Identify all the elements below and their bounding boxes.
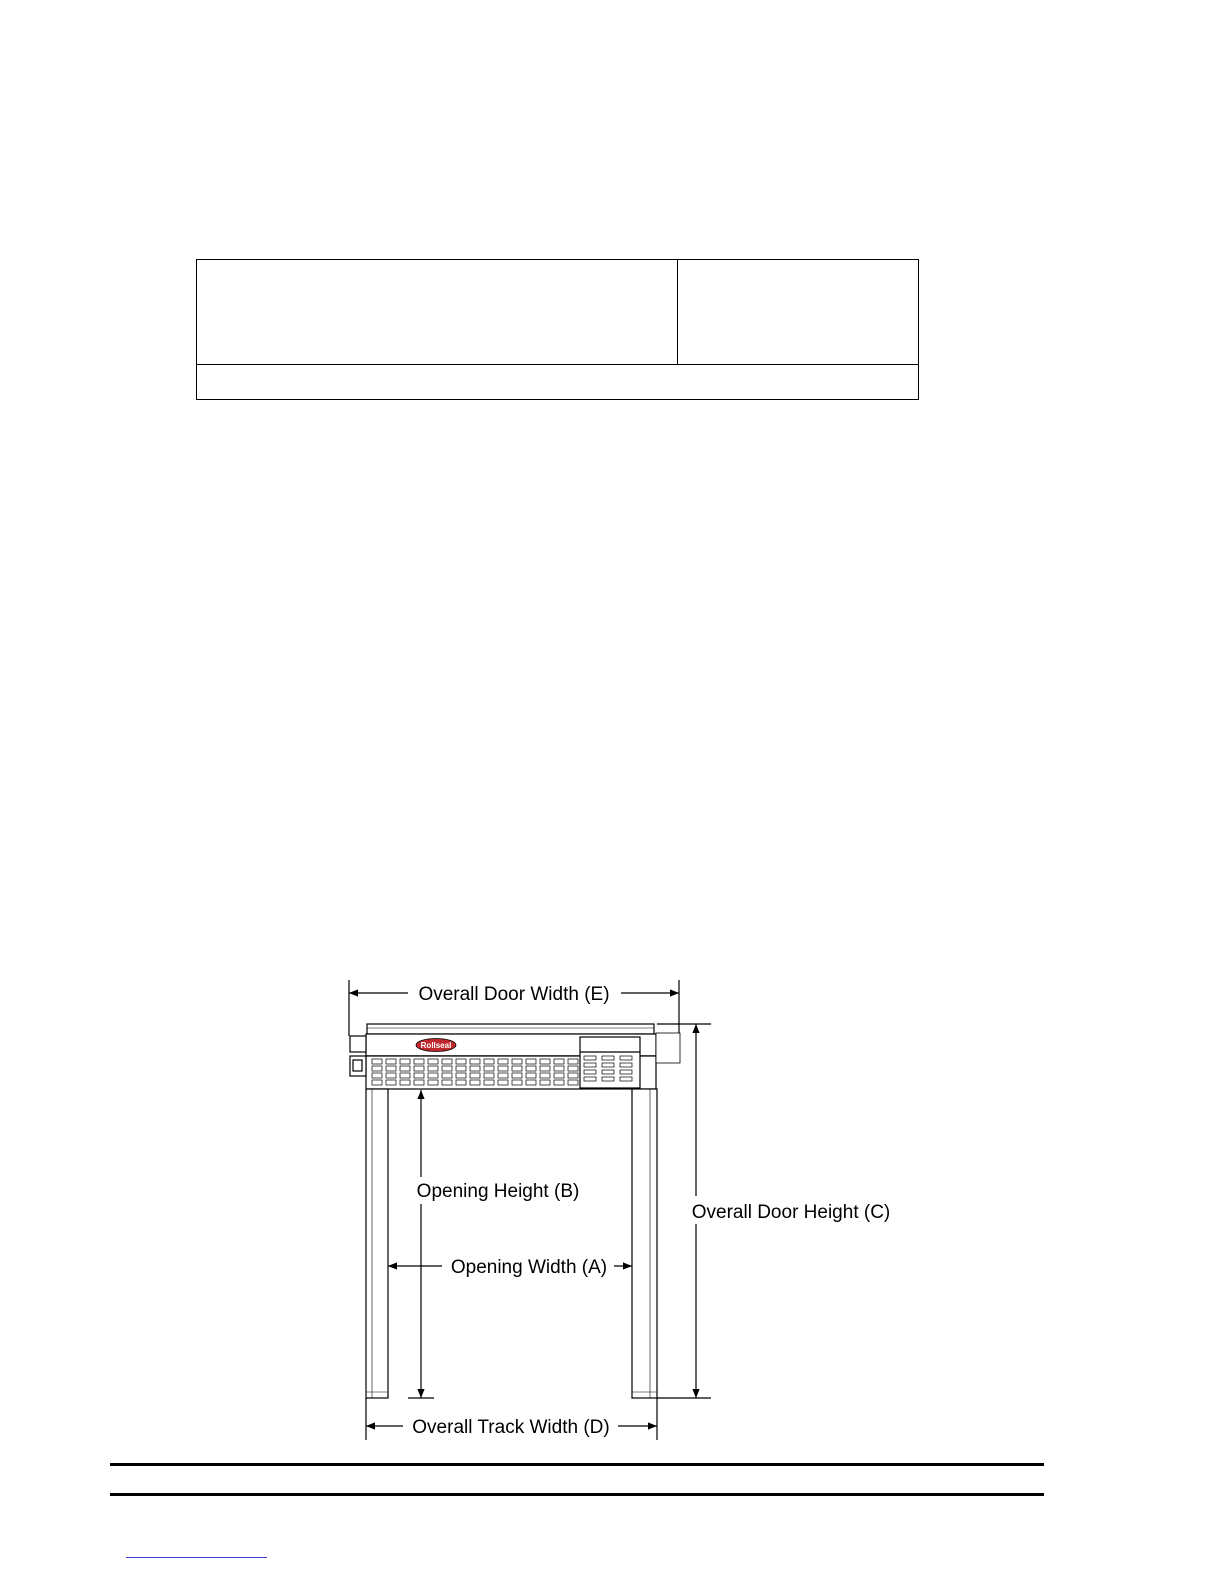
opening-width-label: Opening Width (A) [450,1257,608,1278]
footer-link-underline[interactable] [126,1557,267,1558]
footer-rule-bottom [110,1493,1044,1496]
overall-track-width-label: Overall Track Width (D) [412,1417,610,1438]
rollseal-logo [416,1039,456,1052]
opening-height-label: Opening Height (B) [416,1181,580,1202]
svg-text:Rollseal: Rollseal [420,1041,452,1050]
overall-door-width-label: Overall Door Width (E) [418,984,610,1005]
opening-height-dimension [408,1090,434,1398]
footer-rule-top [110,1463,1044,1466]
overall-door-height-label: Overall Door Height (C) [691,1202,891,1223]
